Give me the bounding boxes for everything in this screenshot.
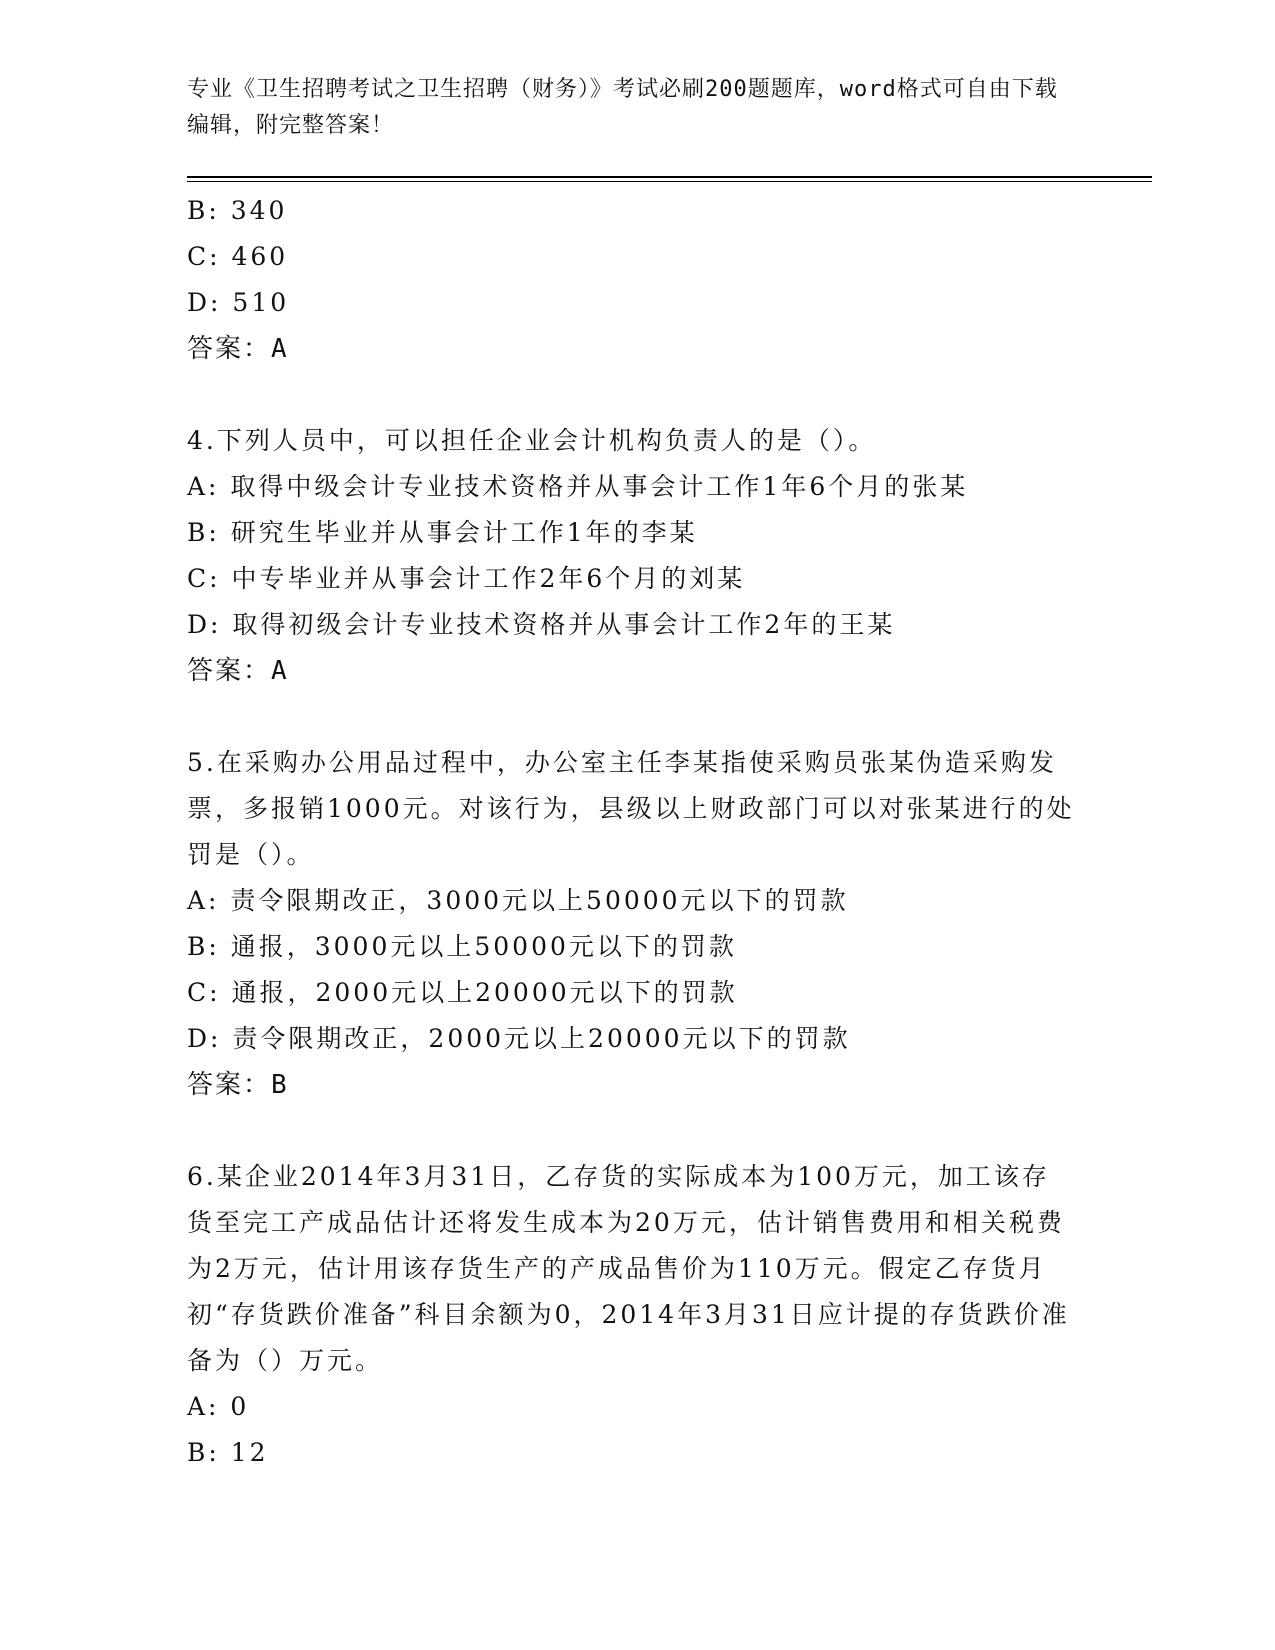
answer-line: 答案：A — [187, 334, 289, 364]
option-b: B: 340 — [187, 196, 288, 225]
option-b: B: 12 — [187, 1438, 269, 1467]
option-d: D: 责令限期改正，2000元以上20000元以下的罚款 — [187, 1024, 851, 1053]
option-a: A: 0 — [187, 1392, 250, 1421]
answer-line: 答案：A — [187, 656, 289, 686]
option-c: C: 通报，2000元以上20000元以下的罚款 — [187, 978, 738, 1007]
option-c: C: 460 — [187, 242, 289, 271]
document-header: 专业《卫生招聘考试之卫生招聘（财务）》考试必刷200题题库，word格式可自由下载编辑，附完整答案！ — [187, 77, 1058, 138]
option-d: D: 取得初级会计专业技术资格并从事会计工作2年的王某 — [187, 610, 896, 639]
header-divider-thick — [187, 176, 1152, 178]
question-text: 5.在采购办公用品过程中，办公室主任李某指使采购员张某伪造采购发票，多报销1000元。对该行为，县级以上财政部门可以对张某进行的处罚是（）。 — [187, 748, 1075, 869]
question-4-block — [187, 418, 1087, 694]
question-6-block — [187, 1154, 1087, 1476]
question-3-block — [187, 188, 1087, 372]
document-body — [187, 188, 1087, 1476]
question-5-block — [187, 740, 1087, 1108]
answer-line: 答案：B — [187, 1070, 289, 1100]
option-d: D: 510 — [187, 288, 290, 317]
option-c: C: 中专毕业并从事会计工作2年6个月的刘某 — [187, 564, 746, 593]
option-b: B: 通报，3000元以上50000元以下的罚款 — [187, 932, 737, 961]
header-divider-thin — [187, 181, 1152, 182]
question-text: 4.下列人员中，可以担任企业会计机构负责人的是（）。 — [187, 426, 877, 455]
option-a: A: 取得中级会计专业技术资格并从事会计工作1年6个月的张某 — [187, 472, 969, 501]
option-a: A: 责令限期改正，3000元以上50000元以下的罚款 — [187, 886, 849, 915]
question-text: 6.某企业2014年3月31日，乙存货的实际成本为100万元，加工该存货至完工产成品估计还将发生成本为20万元，估计销售费用和相关税费为2万元，估计用该存货生产的产成品售价为110万元。假定乙存货月初“存货跌价准备”科目余额为0，2014年3月31日应计提的存货跌价准备为（）万元。 — [187, 1162, 1070, 1375]
option-b: B: 研究生毕业并从事会计工作1年的李某 — [187, 518, 698, 547]
